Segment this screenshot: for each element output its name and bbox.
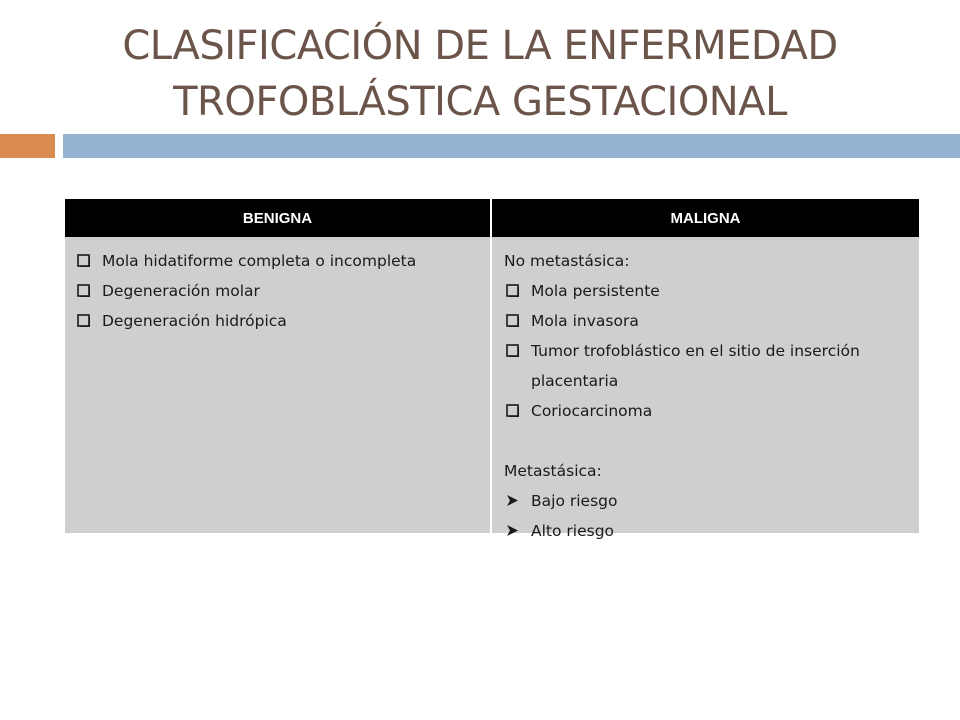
maligna-item-text: Mola invasora xyxy=(531,312,639,330)
arrowhead-icon xyxy=(506,494,519,507)
checkbox-square-icon xyxy=(77,314,90,327)
list-item xyxy=(504,516,911,546)
checkbox-square-icon xyxy=(506,284,519,297)
list-item xyxy=(504,306,911,336)
no-metastasica-label: No metastásica: xyxy=(504,252,630,270)
classification-table xyxy=(65,199,919,540)
arrowhead-icon xyxy=(506,524,519,537)
checkbox-square-icon xyxy=(506,404,519,417)
list-item xyxy=(75,246,482,276)
accent-bar-blue xyxy=(63,134,960,158)
title-line-1: CLASIFICACIÓN DE LA ENFERMEDAD xyxy=(122,23,838,69)
benigna-item-text: Degeneración hidrópica xyxy=(102,312,287,330)
maligna-item-text: Mola persistente xyxy=(531,282,660,300)
checkbox-square-icon xyxy=(77,284,90,297)
spacer xyxy=(504,426,911,456)
accent-bar-orange xyxy=(0,134,55,158)
slide-title xyxy=(40,18,920,130)
list-item xyxy=(75,276,482,306)
checkbox-square-icon xyxy=(506,344,519,357)
cell-benigna xyxy=(65,237,492,533)
list-item xyxy=(75,306,482,336)
list-item xyxy=(504,336,911,396)
list-item xyxy=(504,396,911,426)
benigna-item-text: Mola hidatiforme completa o incompleta xyxy=(102,252,417,270)
maligna-item-text: Tumor trofoblástico en el sitio de inserción placentaria xyxy=(531,342,860,390)
checkbox-square-icon xyxy=(77,254,90,267)
metastasica-item-text: Alto riesgo xyxy=(531,522,615,540)
maligna-item-text: Coriocarcinoma xyxy=(531,402,653,420)
benigna-item-text: Degeneración molar xyxy=(102,282,260,300)
checkbox-square-icon xyxy=(506,314,519,327)
title-line-2: TROFOBLÁSTICA GESTACIONAL xyxy=(173,79,787,125)
cell-maligna xyxy=(492,237,919,540)
list-item xyxy=(504,276,911,306)
header-benigna: BENIGNA xyxy=(65,199,492,237)
metastasica-label: Metastásica: xyxy=(504,462,602,480)
list-item xyxy=(504,486,911,516)
metastasica-item-text: Bajo riesgo xyxy=(531,492,618,510)
header-maligna: MALIGNA xyxy=(492,199,919,237)
